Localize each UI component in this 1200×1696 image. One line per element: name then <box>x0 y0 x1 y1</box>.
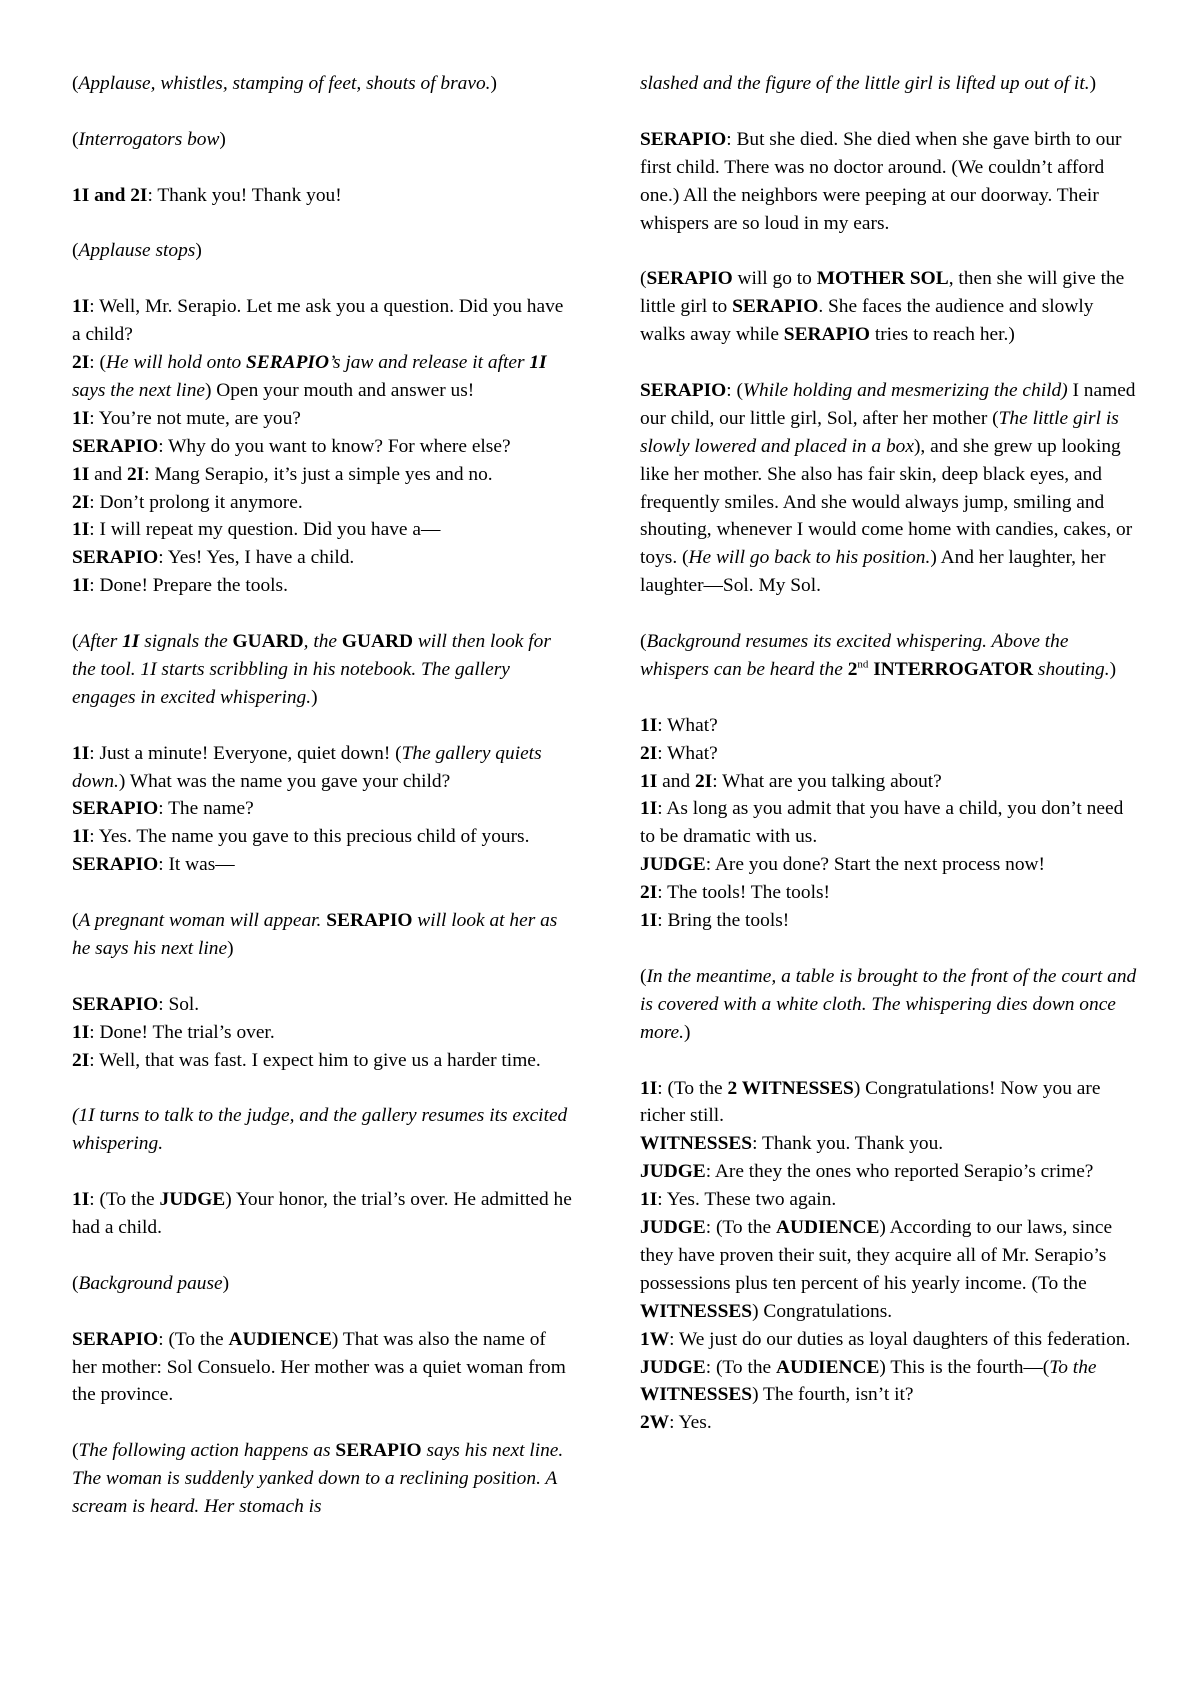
styled-text-run: 1I <box>640 1077 658 1099</box>
text-run: : Well, that was fast. I expect him to give us a harder time. <box>89 1049 541 1071</box>
text-run: : The tools! The tools! <box>657 882 830 904</box>
stage-direction <box>72 1102 572 1158</box>
styled-text-run: nd <box>857 658 869 671</box>
dialogue-block <box>640 126 1140 238</box>
styled-text-run: SERAPIO <box>72 993 159 1015</box>
styled-text-run: 2 WITNESSES <box>727 1077 854 1099</box>
styled-text-run: 1I <box>122 631 140 653</box>
text-run: : (To the <box>89 1189 160 1211</box>
styled-text-run: 1I <box>72 1021 90 1043</box>
dialogue-line <box>72 740 572 796</box>
styled-text-run: 2I <box>72 491 90 513</box>
styled-text-run: 2I <box>640 882 658 904</box>
styled-text-run: JUDGE <box>159 1189 226 1211</box>
styled-text-run: JUDGE <box>640 1217 706 1239</box>
dialogue-line <box>640 126 1140 238</box>
dialogue-block <box>640 377 1140 600</box>
text-run: : What? <box>657 714 718 736</box>
dialogue-line <box>72 182 572 210</box>
styled-text-run: WITNESSES <box>640 1133 753 1155</box>
stage-direction <box>72 237 572 265</box>
text-run: : Thank you. Thank you. <box>752 1133 944 1155</box>
styled-text-run: 2I <box>640 742 658 764</box>
styled-text-run: 1I <box>640 714 658 736</box>
stage-direction <box>72 907 572 963</box>
styled-text-run: , the <box>303 631 342 653</box>
dialogue-line <box>72 1186 572 1242</box>
dialogue-block <box>640 265 1140 349</box>
text-run: : What? <box>657 742 718 764</box>
styled-text-run: He will hold onto <box>105 352 246 373</box>
text-run: : Mang Serapio, it’s just a simple yes and no. <box>144 463 493 485</box>
styled-text-run: Applause stops <box>78 240 196 262</box>
dialogue-line <box>72 1019 572 1047</box>
text-run: : (To the <box>158 1328 229 1350</box>
dialogue-line <box>640 851 1140 879</box>
styled-text-run: signals the <box>139 631 233 653</box>
dialogue-line <box>72 349 572 405</box>
text-run: : ( <box>89 352 106 373</box>
styled-text-run: 2 <box>847 658 858 680</box>
styled-text-run: 1W <box>640 1328 670 1350</box>
styled-text-run: 1I <box>640 1189 658 1211</box>
dialogue-line <box>640 377 1140 600</box>
text-run: ( <box>640 965 647 987</box>
text-run: ( <box>640 631 647 653</box>
text-run: ) The fourth, isn’t it? <box>752 1384 914 1406</box>
styled-text-run: 1I <box>640 798 658 820</box>
stage-direction <box>72 70 572 98</box>
styled-text-run: GUARD <box>341 631 413 653</box>
right-column <box>640 70 1140 1465</box>
stage-direction-text <box>640 70 1140 98</box>
text-run: I named our child, our little girl, Sol, after her mother ( <box>640 379 1136 429</box>
text-run: and <box>657 770 695 792</box>
styled-text-run: JUDGE <box>640 854 706 876</box>
dialogue-block <box>72 991 572 1075</box>
styled-text-run: The little girl is slowly lowered and placed in a box <box>640 407 1119 457</box>
text-run: ), and she grew up looking like her mother. She also has fair skin, deep black eyes, and frequently smiles. And she would always jump, smiling and shouting, whenever I would come home with candies, cakes, or toys. ( <box>640 435 1133 569</box>
text-run: : (To the <box>705 1217 776 1239</box>
styled-text-run: Background resumes its excited whispering. Above the whispers can be heard the <box>640 631 1069 680</box>
styled-text-run: ’s jaw and release it after <box>328 352 530 373</box>
text-run: : Well, Mr. Serapio. Let me ask you a question. Did you have a child? <box>72 296 564 346</box>
dialogue-line <box>640 1326 1140 1354</box>
text-run: : ( <box>726 379 743 401</box>
dialogue-block <box>640 712 1140 935</box>
text-run: : As long as you admit that you have a child, you don’t need to be dramatic with us. <box>640 798 1124 848</box>
text-run: ) And her laughter, her laughter—Sol. My Sol. <box>640 547 1106 597</box>
text-run: : It was— <box>158 854 235 876</box>
styled-text-run: 1I <box>72 463 90 485</box>
text-run: and <box>89 463 127 485</box>
text-run: ) This is the fourth—( <box>879 1356 1050 1378</box>
stage-direction <box>640 628 1140 684</box>
styled-text-run: 1I <box>640 910 658 932</box>
styled-text-run: will then look for the tool. 1I starts scribbling in his notebook. The gallery engages in excited whispering. <box>72 631 551 708</box>
dialogue-line <box>640 795 1140 851</box>
dialogue-line <box>640 879 1140 907</box>
dialogue-block <box>72 182 572 210</box>
styled-text-run: 2I <box>72 1049 90 1071</box>
styled-text-run: SERAPIO <box>246 352 329 373</box>
styled-text-run: While holding and mesmerizing the child) <box>742 379 1068 401</box>
text-run: ) According to our laws, since they have proven their suit, they acquire all of Mr. Serapio’s possessions plus ten percent of his yearly income. (To the <box>640 1217 1113 1294</box>
stage-direction <box>640 963 1140 1047</box>
styled-text-run: SERAPIO <box>640 379 727 401</box>
styled-text-run: GUARD <box>232 631 304 653</box>
dialogue-line <box>72 405 572 433</box>
text-run: : Sol. <box>158 993 200 1015</box>
stage-direction <box>640 70 1140 98</box>
dialogue-line <box>72 572 572 600</box>
text-run: : Are they the ones who reported Serapio’s crime? <box>705 1161 1094 1183</box>
styled-text-run: SERAPIO <box>72 1328 159 1350</box>
stage-direction <box>72 628 572 712</box>
text-run: ) Your honor, the trial’s over. He admitted he had a child. <box>72 1189 572 1238</box>
styled-text-run: To the <box>1049 1356 1097 1378</box>
styled-text-run: The following action happens as <box>78 1440 336 1462</box>
styled-text-run: MOTHER SOL <box>816 268 949 290</box>
styled-text-run: shouting. <box>1033 658 1110 680</box>
stage-direction <box>72 126 572 154</box>
dialogue-line <box>640 907 1140 935</box>
text-run: : Yes. <box>669 1412 712 1434</box>
dialogue-line <box>72 293 572 349</box>
left-column <box>72 70 572 1549</box>
styled-text-run: Interrogators bow <box>78 128 220 150</box>
text-run: : What are you talking about? <box>712 770 942 792</box>
text-run: : Yes. The name you gave to this precious child of yours. <box>89 826 530 848</box>
dialogue-line <box>72 489 572 517</box>
stage-direction-text <box>72 907 572 963</box>
text-run: . She faces the audience and slowly walks away while <box>640 296 1094 346</box>
dialogue-line <box>640 1354 1140 1410</box>
dialogue-block <box>72 1186 572 1242</box>
dialogue-line <box>640 1130 1140 1158</box>
text-run: : Thank you! Thank you! <box>147 184 342 206</box>
styled-text-run: After <box>78 631 123 653</box>
styled-text-run: 2I <box>694 770 713 792</box>
styled-text-run: says the next line <box>72 379 205 401</box>
stage-direction-text <box>640 628 1140 684</box>
text-run: ( <box>72 240 79 262</box>
styled-text-run: 1I and 2I <box>72 184 148 206</box>
text-run: : Bring the tools! <box>657 910 790 932</box>
stage-direction <box>72 1270 572 1298</box>
styled-text-run: The gallery quiets down. <box>72 742 542 792</box>
text-run: ( <box>72 1272 79 1294</box>
dialogue-block <box>72 740 572 880</box>
styled-text-run: 2I <box>72 352 90 373</box>
styled-text-run: He will go back to his position. <box>688 547 931 569</box>
text-run: ) <box>490 73 497 94</box>
dialogue-line <box>72 991 572 1019</box>
styled-text-run: 2I <box>126 463 145 485</box>
dialogue-line <box>72 823 572 851</box>
styled-text-run: will look at her as he says his next line <box>72 910 558 959</box>
text-run: ) Congratulations! Now you are richer still. <box>640 1077 1101 1127</box>
styled-text-run: SERAPIO <box>72 854 159 876</box>
styled-text-run: INTERROGATOR <box>868 658 1034 680</box>
text-run: : Just a minute! Everyone, quiet down! ( <box>89 742 402 764</box>
text-run: ) <box>683 1021 691 1043</box>
stage-direction-text <box>72 70 572 98</box>
text-run: ( <box>72 1440 79 1462</box>
text-run: ( <box>72 910 79 932</box>
styled-text-run: SERAPIO <box>72 435 159 457</box>
dialogue-line <box>640 712 1140 740</box>
styled-text-run: AUDIENCE <box>775 1356 880 1378</box>
styled-text-run: 1I <box>72 296 90 318</box>
text-run: ) That was also the name of her mother: Sol Consuelo. Her mother was a quiet woman from the province. <box>72 1328 566 1406</box>
dialogue-line <box>72 1326 572 1410</box>
text-run: : Yes! Yes, I have a child. <box>158 547 355 569</box>
text-run: ) <box>222 1272 230 1294</box>
dialogue-line <box>640 1214 1140 1326</box>
dialogue-line <box>640 1186 1140 1214</box>
styled-text-run: 1I <box>72 742 90 764</box>
dialogue-line <box>72 516 572 544</box>
styled-text-run: 1I <box>72 519 90 541</box>
styled-text-run: SERAPIO <box>640 128 727 150</box>
stage-direction-text <box>72 628 572 712</box>
styled-text-run: SERAPIO <box>72 547 159 569</box>
text-run: : (To the <box>705 1356 776 1378</box>
dialogue-line <box>640 740 1140 768</box>
styled-text-run: SERAPIO <box>646 268 733 290</box>
dialogue-block <box>72 1326 572 1410</box>
dialogue-line <box>72 461 572 489</box>
text-run: : Are you done? Start the next process now! <box>705 854 1045 876</box>
styled-text-run: SERAPIO <box>326 910 413 932</box>
styled-text-run: 1I <box>72 407 90 429</box>
styled-text-run: SERAPIO <box>732 296 819 318</box>
text-run: ) <box>1109 658 1117 680</box>
text-run: ) <box>1089 73 1097 94</box>
stage-direction-text <box>72 1270 572 1298</box>
text-run: : Done! Prepare the tools. <box>89 575 288 597</box>
text-run: ) <box>311 686 318 708</box>
text-run: : Why do you want to know? For where else? <box>158 435 511 457</box>
styled-text-run: 1I <box>640 770 658 792</box>
styled-text-run: 1I <box>72 1189 90 1211</box>
styled-text-run: Background pause <box>78 1272 223 1294</box>
stage-direction-text <box>640 963 1140 1047</box>
dialogue-line <box>640 265 1140 349</box>
text-run: ) <box>219 128 226 150</box>
dialogue-line <box>640 1409 1140 1437</box>
styled-text-run: AUDIENCE <box>775 1217 880 1239</box>
styled-text-run: SERAPIO <box>335 1440 422 1462</box>
stage-direction-text <box>72 1102 572 1158</box>
dialogue-line <box>72 795 572 823</box>
styled-text-run: AUDIENCE <box>228 1328 332 1350</box>
text-run: : Done! The trial’s over. <box>89 1021 275 1043</box>
text-run: : (To the <box>657 1077 728 1099</box>
stage-direction-text <box>72 237 572 265</box>
styled-text-run: 1I <box>72 826 90 848</box>
text-run: ) What was the name you gave your child? <box>118 770 451 792</box>
text-run: ) <box>227 937 234 959</box>
text-run: ) Congratulations. <box>752 1300 893 1322</box>
dialogue-line <box>640 1158 1140 1186</box>
dialogue-line <box>640 768 1140 796</box>
dialogue-line <box>72 544 572 572</box>
dialogue-line <box>72 433 572 461</box>
dialogue-line <box>72 1047 572 1075</box>
styled-text-run: SERAPIO <box>783 324 870 346</box>
text-run: ( <box>72 73 79 94</box>
styled-text-run: 2W <box>640 1412 670 1434</box>
styled-text-run: (1I turns to talk to the judge, and the gallery resumes its excited whispering. <box>72 1105 568 1155</box>
stage-direction <box>72 1437 572 1521</box>
text-run: : But she died. She died when she gave birth to our first child. There was no doctor around. (We couldn’t afford one.) All the neighbors were peeping at our doorway. Their whispers are so loud in my ears. <box>640 128 1122 234</box>
text-run: ( <box>72 631 79 653</box>
text-run: will go to <box>732 268 817 290</box>
styled-text-run: says his next line. The woman is suddenly yanked down to a reclining position. A scream is heard. Her stomach is <box>72 1440 564 1518</box>
styled-text-run: JUDGE <box>640 1161 706 1183</box>
dialogue-block <box>72 293 572 600</box>
styled-text-run: SERAPIO <box>72 798 159 820</box>
styled-text-run: slashed and the figure of the little girl is lifted up out of it. <box>640 73 1090 94</box>
styled-text-run: WITNESSES <box>640 1384 753 1406</box>
styled-text-run: In the meantime, a table is brought to the front of the court and is covered with a white cloth. The whispering dies down once more. <box>640 965 1137 1043</box>
text-run: : Yes. These two again. <box>657 1189 837 1211</box>
text-run: ) Open your mouth and answer us! <box>205 379 475 401</box>
text-run: : The name? <box>158 798 254 820</box>
text-run: ) <box>195 240 202 262</box>
styled-text-run: WITNESSES <box>640 1300 753 1322</box>
dialogue-block <box>640 1075 1140 1438</box>
dialogue-line <box>640 1075 1140 1131</box>
styled-text-run: A pregnant woman will appear. <box>78 910 327 932</box>
text-run: ( <box>640 268 647 290</box>
text-run: : Don’t prolong it anymore. <box>89 491 303 513</box>
stage-direction-text <box>72 126 572 154</box>
styled-text-run: JUDGE <box>640 1356 706 1378</box>
styled-text-run: 1I <box>529 352 547 373</box>
styled-text-run: Applause, whistles, stamping of feet, shouts of bravo. <box>78 73 491 94</box>
text-run: : We just do our duties as loyal daughters of this federation. <box>669 1328 1131 1350</box>
text-run: ( <box>72 128 79 150</box>
text-run: , then she will give the little girl to <box>640 268 1125 318</box>
dialogue-line <box>72 851 572 879</box>
text-run: : I will repeat my question. Did you have a— <box>89 519 441 541</box>
stage-direction-text <box>72 1437 572 1521</box>
styled-text-run: 1I <box>72 575 90 597</box>
text-run: tries to reach her.) <box>869 324 1015 346</box>
text-run: : You’re not mute, are you? <box>89 407 301 429</box>
